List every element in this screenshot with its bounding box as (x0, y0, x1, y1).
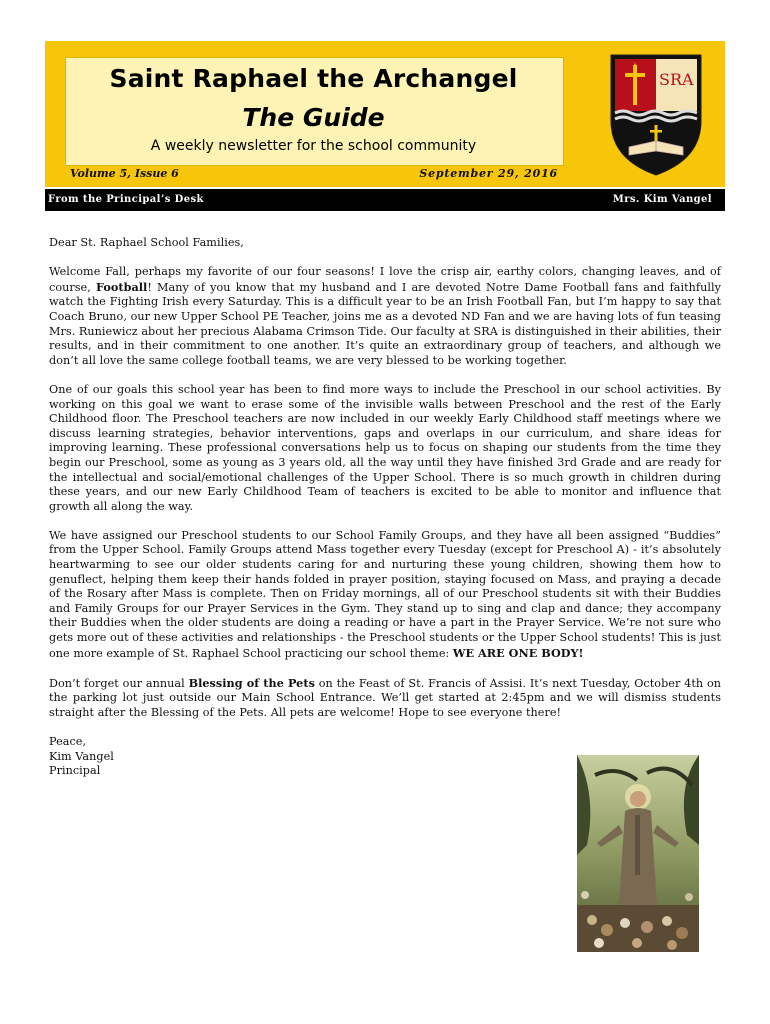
paragraph-pets-text: Don’t forget our annual (49, 676, 189, 690)
paragraph-pets-text-cont: on the Feast of St. Francis of Assisi. It’s next Tuesday, October 4th on the parking lot just outside our Main School Entrance. We’ll get started at 2:45pm and we will dismiss students straight after the Blessing of the Pets. All pets are welcome! Hope to see everyone there! (49, 676, 721, 719)
paragraph-buddies (49, 529, 721, 661)
blessing-of-pets: Blessing of the Pets (188, 675, 315, 690)
school-crest-icon (607, 51, 705, 179)
signature-title: Principal (49, 764, 101, 778)
section-author: Mrs. Kim Vangel (612, 194, 712, 205)
signature-name: Kim Vangel (49, 749, 114, 763)
paragraph-fall (49, 265, 721, 368)
paragraph-fall-text-cont: ! Many of you know that my husband and I are devoted Notre Dame Football fans and faithfully watch the Fighting Irish every Saturday. This is a difficult year to be an Irish Football Fan, but I’m happy to say that Coach Bruno, our new Upper School PE Teacher, joins me as a devoted ND Fan and we are having lots of fun teasing Mrs. Runiewicz about her precious Alabama Crimson Tide. Our faculty at SRA is distinguished in their abilities, their results, and in their commitment to one another. It’s quite an extraordinary group of teachers, and although we don’t all love the same college football teams, we are very blessed to be working together. (49, 280, 722, 367)
football-emphasis: Football (95, 279, 148, 294)
crest-letters: SRA (659, 70, 694, 89)
school-name: Saint Raphael the Archangel (109, 64, 518, 93)
principal-letter (49, 236, 721, 779)
issue-date: September 29, 2016 (419, 167, 558, 180)
closing: Peace, (49, 735, 87, 749)
school-theme: WE ARE ONE BODY! (452, 645, 584, 660)
st-francis-painting (577, 755, 699, 952)
newsletter-title: The Guide (242, 103, 385, 132)
paragraph-pets (49, 676, 721, 721)
salutation: Dear St. Raphael School Families, (49, 236, 244, 249)
section-title: From the Principal’s Desk (48, 194, 204, 205)
paragraph-buddies-text: We have assigned our Preschool students to our School Family Groups, and they have all been assigned “Buddies” from the Upper School. Family Groups attend Mass together every Tuesday (except for Preschool A) - it’s absolutely heartwarming to see our older students caring for and nurturing these young children, showing them how to genuflect, helping them keep their hands folded in prayer position, staying focused on Mass, and praying a decade of the Rosary after Mass is complete. Then on Friday mornings, all of our Preschool students sit with their Buddies and Family Groups for our Prayer Services in the Gym. They stand up to sing and clap and dance; they accompany their Buddies when the older students are doing a reading or have a part in the Prayer Service. We’re not sure who gets more out of these activities and relationships - the Preschool students or the Upper School students! This is just one more example of St. Raphael School practicing our school theme: (49, 528, 721, 660)
volume-issue: Volume 5, Issue 6 (70, 167, 179, 180)
newsletter-tagline: A weekly newsletter for the school community (150, 138, 477, 154)
paragraph-preschool: One of our goals this school year has been to find more ways to include the Preschool in our school activities. By working on this goal we want to erase some of the invisible walls between Preschool and the rest of the Early Childhood floor. The Preschool teachers are now included in our weekly Early Childhood staff meetings where we discuss learning strategies, behavior interventions, gaps and overlaps in our curriculum, and share ideas for improving learning. These professional conversations help us to focus on shaping our students from the time they begin our Preschool, some as young as 3 years old, all the way until they have finished 3rd Grade and are ready for the intellectual and social/emotional challenges of the Upper School. There is so much growth in children during these years, and our new Early Childhood Team of teachers is excited to be able to monitor and influence that growth all along the way. (49, 382, 721, 513)
paragraph-fall-text: Welcome Fall, perhaps my favorite of our four seasons! I love the crisp air, earthy colors, changing leaves, and of course, (49, 265, 721, 294)
